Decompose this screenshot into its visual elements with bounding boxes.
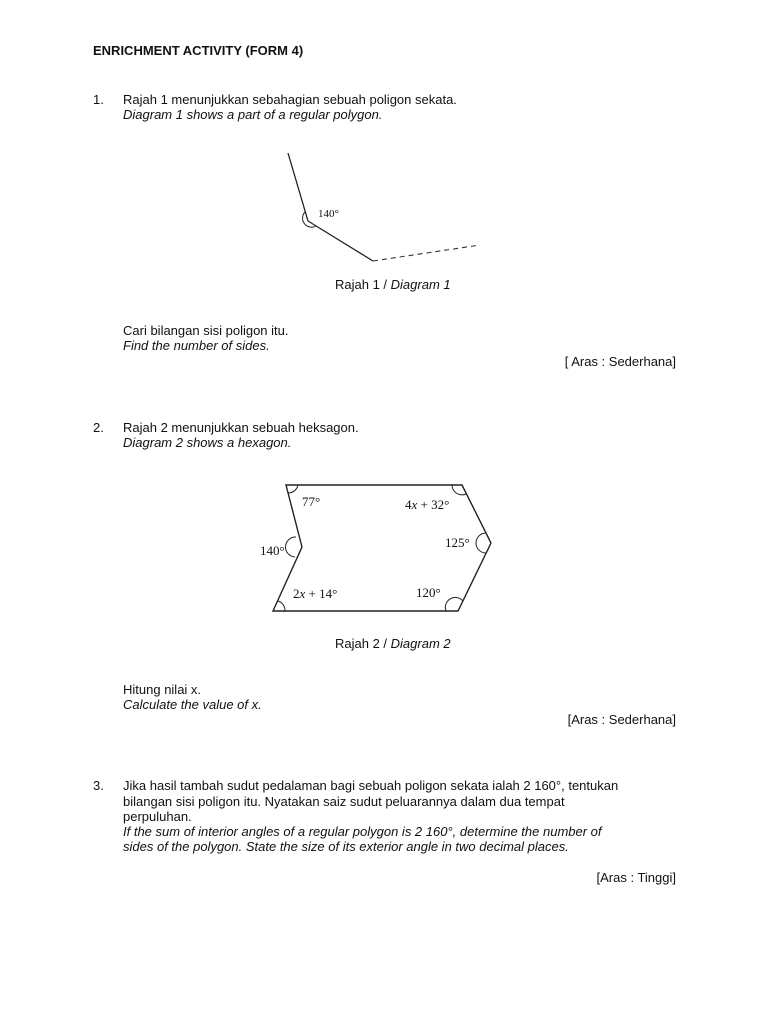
page-title: ENRICHMENT ACTIVITY (FORM 4): [93, 43, 304, 58]
difficulty-level: [ Aras : Sederhana]: [564, 354, 676, 369]
question-text-english: Diagram 1 shows a part of a regular polygon.: [123, 107, 383, 122]
caption-malay: Rajah 2 /: [335, 636, 391, 651]
question-text-english: Diagram 2 shows a hexagon.: [123, 435, 292, 450]
angle-label-top-left: 77°: [302, 494, 321, 509]
angle-arc: [445, 597, 463, 611]
angle-label-top-right: 4x + 32°: [405, 497, 450, 512]
task-text-english: Find the number of sides.: [123, 338, 270, 353]
angle-label-bottom-left: 2x + 14°: [293, 586, 338, 601]
polygon-edge: [288, 153, 308, 221]
question-text-malay-line-3: perpuluhan.: [123, 809, 192, 824]
angle-label: 140°: [318, 208, 339, 220]
difficulty-level: [Aras : Sederhana]: [567, 712, 676, 727]
task-text-malay: Cari bilangan sisi poligon itu.: [123, 323, 289, 338]
question-text-malay: Rajah 1 menunjukkan sebahagian sebuah poligon sekata.: [123, 92, 457, 107]
angle-label-bottom-right: 120°: [416, 585, 441, 600]
task-text-english: Calculate the value of x.: [123, 697, 262, 712]
question-number: 1.: [93, 92, 104, 107]
question-text-malay: Rajah 2 menunjukkan sebuah heksagon.: [123, 420, 359, 435]
diagram-1: [276, 145, 482, 267]
diagram-caption: [335, 277, 451, 292]
angle-arc: [476, 533, 486, 553]
question-text-english-line-1: If the sum of interior angles of a regular polygon is 2 160°, determine the number of: [123, 824, 602, 839]
angle-label-left-reflex: 140°: [260, 543, 285, 558]
polygon-edge-dashed: [373, 245, 480, 261]
question-text-malay-line-1: Jika hasil tambah sudut pedalaman bagi sebuah poligon sekata ialah 2 160°, tentukan: [123, 778, 619, 793]
caption-malay: Rajah 1 /: [335, 277, 391, 292]
diagram-2-hexagon: [248, 475, 498, 620]
caption-english: Diagram 1: [390, 277, 451, 292]
diagram-caption: [335, 636, 451, 651]
angle-arc: [285, 537, 296, 557]
question-text-english-line-2: sides of the polygon. State the size of its exterior angle in two decimal places.: [123, 839, 569, 854]
angle-label-right: 125°: [445, 535, 470, 550]
question-text-malay-line-2: bilangan sisi poligon itu. Nyatakan saiz sudut peluarannya dalam dua tempat: [123, 794, 565, 809]
difficulty-level: [Aras : Tinggi]: [596, 870, 676, 885]
caption-english: Diagram 2: [390, 636, 451, 651]
task-text-malay: Hitung nilai x.: [123, 682, 202, 697]
angle-arc: [288, 485, 298, 493]
angle-arc: [278, 601, 285, 611]
polygon-edge: [308, 221, 373, 261]
question-number: 3.: [93, 778, 104, 793]
question-number: 2.: [93, 420, 104, 435]
